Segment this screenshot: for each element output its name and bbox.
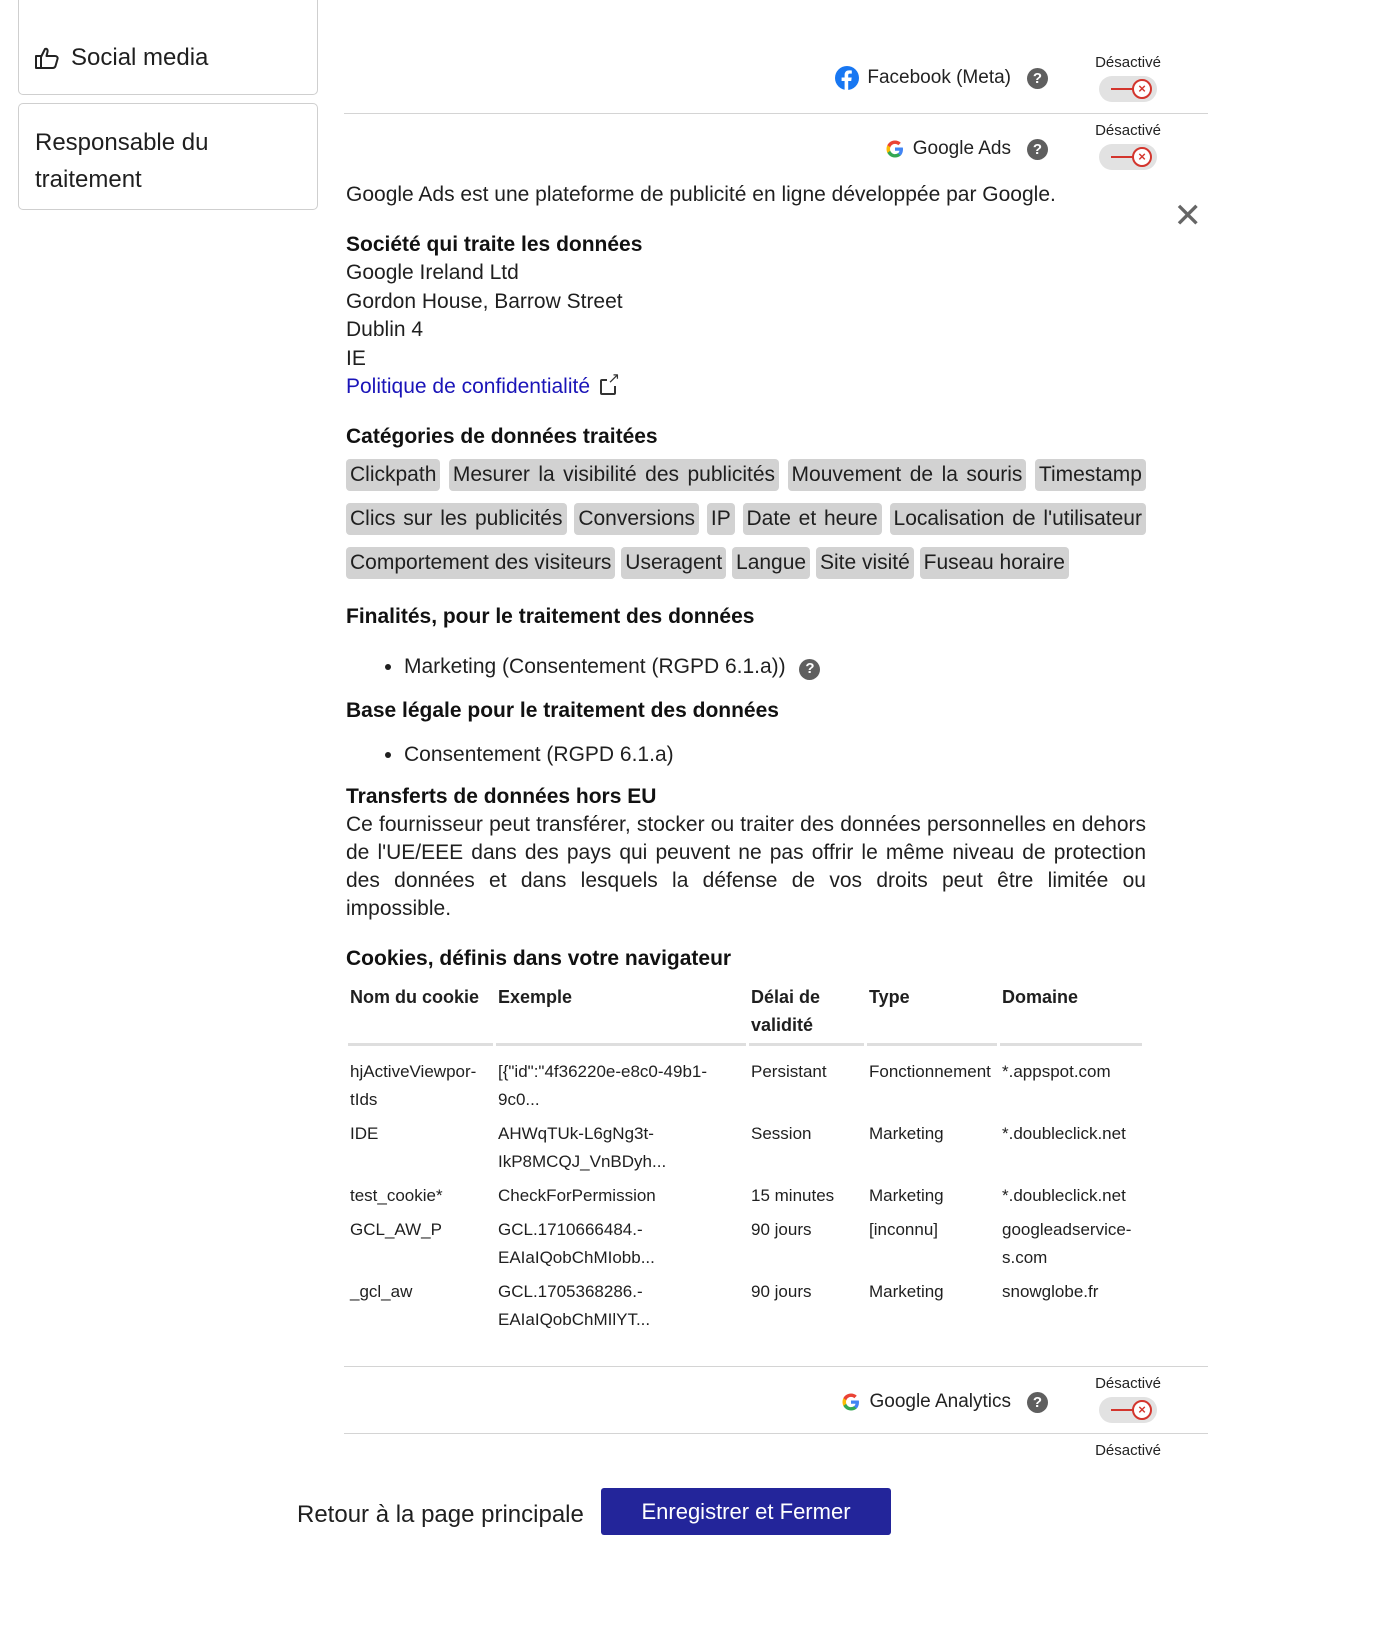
sidebar-item-responsable[interactable]: [18, 103, 318, 210]
help-icon[interactable]: ?: [1027, 68, 1048, 89]
legal-section: [346, 697, 1178, 769]
category-tag: Clickpath: [346, 459, 440, 491]
table-row: [348, 1046, 1142, 1116]
toggle-track: [1111, 88, 1133, 90]
cookie-validity: 90 jours: [751, 1220, 812, 1239]
cookie-validity: 90 jours: [751, 1282, 812, 1301]
purpose-label: Marketing (Consentement (RGPD 6.1.a)): [404, 655, 786, 678]
cookie-validity: Persistant: [751, 1062, 827, 1081]
cookies-heading: Cookies, définis dans votre navigateur: [346, 947, 732, 970]
category-tag: Timestamp: [1035, 459, 1146, 491]
table-row: [348, 1274, 1142, 1336]
company-line: Google Ireland Ltd: [346, 261, 519, 284]
google-analytics-toggle-group: [1088, 1375, 1168, 1423]
category-tag: Conversions: [574, 503, 699, 535]
next-toggle-group: [1088, 1442, 1168, 1459]
cookie-type: [inconnu]: [869, 1220, 938, 1239]
category-tag: Fuseau horaire: [920, 547, 1069, 579]
cookie-domain: *.doubleclick.net: [1002, 1124, 1126, 1143]
off-icon: ×: [1132, 1400, 1152, 1420]
cookie-type: Marketing: [869, 1124, 944, 1143]
vendor-name-label: Google Ads: [912, 138, 1011, 159]
save-and-close-button[interactable]: Enregistrer et Fermer: [601, 1488, 891, 1535]
facebook-icon: [835, 66, 859, 90]
cookie-validity: 15 minutes: [751, 1186, 835, 1205]
cookie-example: GCL.1710666484.-EAIaIQobChMIobb...: [498, 1220, 655, 1267]
category-tag: Mouvement de la souris: [788, 459, 1027, 491]
cookie-validity: Session: [751, 1124, 812, 1143]
category-tag: Useragent: [621, 547, 726, 579]
category-tag: Comportement des visiteurs: [346, 547, 615, 579]
close-icon[interactable]: ✕: [1173, 197, 1202, 235]
cookie-domain: *.doubleclick.net: [1002, 1186, 1126, 1205]
cookies-table: [345, 977, 1145, 1336]
toggle-status-label: Désactivé: [1095, 1375, 1161, 1392]
transfers-heading: Transferts de données hors EU: [346, 785, 657, 808]
column-header: Exemple: [496, 977, 746, 1046]
cookie-example: [{"id":"4f36220e-e8c0-49b1-9c0...: [498, 1062, 708, 1109]
toggle-status-label: Désactivé: [1095, 122, 1161, 139]
back-to-main-link[interactable]: Retour à la page principale: [297, 1501, 584, 1528]
column-header: Délai de validité: [749, 977, 864, 1046]
category-tag: Date et heure: [743, 503, 882, 535]
cookie-example: AHWqTUk-L6gNg3t-IkP8MCQJ_VnBDyh...: [498, 1124, 667, 1171]
cookie-name: IDE: [350, 1124, 379, 1143]
column-header: Domaine: [1000, 977, 1142, 1046]
column-header: Type: [867, 977, 997, 1046]
cookie-name: _gcl_aw: [350, 1282, 413, 1301]
toggle-track: [1111, 156, 1133, 158]
vendor-list: [344, 0, 1208, 1501]
cookie-example: GCL.1705368286.-EAIaIQobChMIlYT...: [498, 1282, 651, 1329]
vendor-row-facebook: [344, 0, 1208, 114]
vendor-name-google-ads[interactable]: [885, 138, 1048, 160]
category-tag: Mesurer la visibilité des publicités: [449, 459, 779, 491]
facebook-toggle[interactable]: [1099, 76, 1157, 102]
table-row: [348, 1116, 1142, 1178]
off-icon: ×: [1132, 79, 1152, 99]
sidebar-item-social-media[interactable]: [18, 0, 318, 95]
sidebar-item-label: Social media: [71, 44, 209, 71]
google-icon: [885, 139, 905, 159]
legal-heading: Base légale pour le traitement des données: [346, 699, 779, 722]
purpose-item: [404, 653, 1178, 681]
facebook-toggle-group: [1088, 54, 1168, 102]
categories-list: [346, 453, 1146, 585]
categories-section: [346, 423, 1178, 585]
table-header-row: [348, 977, 1142, 1046]
company-line: Dublin 4: [346, 318, 424, 341]
category-tag: IP: [707, 503, 735, 535]
help-icon[interactable]: ?: [1027, 1392, 1048, 1413]
company-heading: Société qui traite les données: [346, 233, 643, 256]
cookie-example: CheckForPermission: [498, 1186, 656, 1205]
footer-bar: [0, 1475, 1390, 1632]
cookies-section: [346, 945, 1178, 1336]
categories-heading: Catégories de données traitées: [346, 425, 658, 448]
toggle-status-label: Désactivé: [1095, 1442, 1161, 1459]
thumbs-up-icon: [35, 47, 59, 69]
vendor-name-google-analytics[interactable]: [841, 1391, 1048, 1413]
external-link-icon: [600, 379, 616, 395]
vendor-description: Google Ads est une plateforme de publicité en ligne développée par Google.: [346, 183, 1056, 206]
cookie-name: test_cookie*: [350, 1186, 443, 1205]
company-line: IE: [346, 346, 366, 370]
cookie-type: Marketing: [869, 1186, 944, 1205]
google-ads-toggle[interactable]: [1099, 144, 1157, 170]
toggle-track: [1111, 1409, 1133, 1411]
company-line: Gordon House, Barrow Street: [346, 289, 623, 313]
transfers-text: Ce fournisseur peut transférer, stocker ou traiter des données personnelles en dehors de l'UE/EEE dans des pays qui peuvent ne pas offrir le même niveau de protection des données et dans lesquels la défense de vos droits peut être limitée ou impossible.: [346, 813, 1146, 920]
off-icon: ×: [1132, 147, 1152, 167]
help-icon[interactable]: ?: [799, 659, 820, 680]
cookie-domain: *.appspot.com: [1002, 1062, 1111, 1081]
vendor-name-label: Google Analytics: [869, 1391, 1011, 1412]
vendor-details-google-ads: [344, 181, 1208, 1367]
cookie-type: Fonctionnement: [869, 1062, 991, 1081]
vendor-row-google-analytics: [344, 1367, 1208, 1434]
company-section: [346, 231, 1178, 401]
cookie-type: Marketing: [869, 1282, 944, 1301]
category-tag: Localisation de l'utilisateur: [890, 503, 1146, 535]
google-ads-toggle-group: [1088, 122, 1168, 170]
purposes-heading: Finalités, pour le traitement des données: [346, 605, 755, 628]
table-row: [348, 1212, 1142, 1274]
transfers-section: [346, 783, 1178, 923]
cookie-domain: googleadservice-s.com: [1002, 1220, 1132, 1267]
category-tag: Langue: [732, 547, 810, 579]
table-row: [348, 1178, 1142, 1212]
purposes-section: [346, 603, 1178, 681]
sidebar-item-label: Responsable du traitement: [35, 129, 209, 193]
toggle-status-label: Désactivé: [1095, 54, 1161, 71]
privacy-link-label: Politique de confidentialité: [346, 375, 591, 398]
legal-item: • Consentement (RGPD 6.1.a): [404, 741, 1178, 769]
privacy-policy-link[interactable]: [346, 373, 616, 401]
google-analytics-toggle[interactable]: [1099, 1397, 1157, 1423]
column-header: Nom du cookie: [348, 977, 493, 1046]
cookie-name: hjActiveViewpor-tIds: [350, 1062, 477, 1109]
category-tag: Site visité: [816, 547, 914, 579]
vendor-name-label: Facebook (Meta): [867, 67, 1011, 88]
google-icon: [841, 1392, 861, 1412]
cookie-domain: snowglobe.fr: [1002, 1282, 1099, 1301]
vendor-name-facebook[interactable]: [835, 66, 1048, 90]
category-tag: Clics sur les publicités: [346, 503, 567, 535]
vendor-row-google-ads: [344, 114, 1208, 181]
help-icon[interactable]: ?: [1027, 139, 1048, 160]
cookie-name: GCL_AW_P: [350, 1220, 442, 1239]
